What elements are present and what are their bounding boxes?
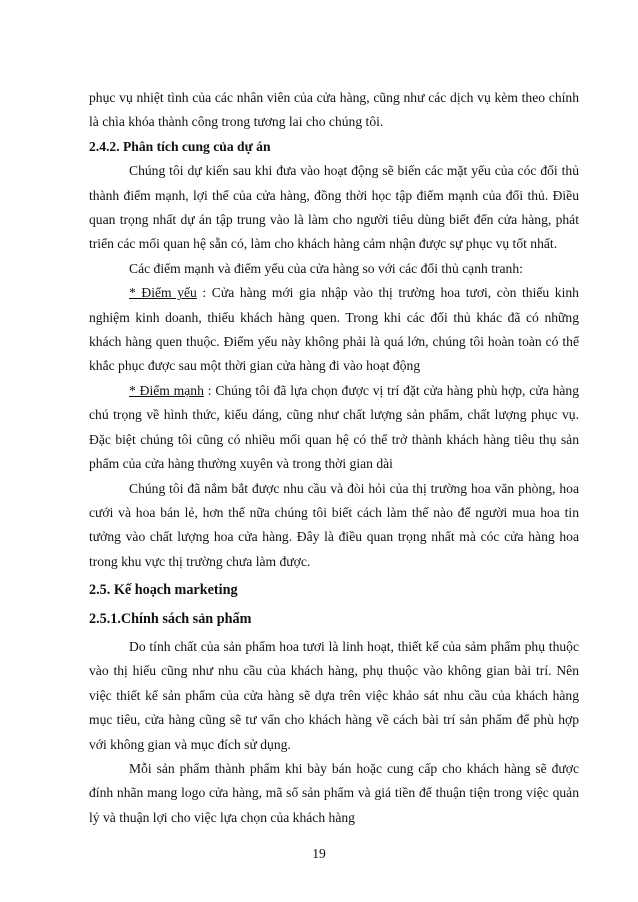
weakness-text: : Cửa hàng mới gia nhập vào thị trường hoa tươi, còn thiếu kinh nghiệm kinh doanh, thiếu khách hàng quen. Trong khi các đối thủ khác đã có những khách hàng quen thuộc. Điểm yếu này không phải là quá lớn, chúng tôi hoàn toàn có thể khắc phục được sau một thời gian cửa hàng đi vào hoạt động <box>89 285 579 374</box>
heading-product-policy: 2.5.1.Chính sách sản phẩm <box>89 610 252 627</box>
heading-supply-analysis: 2.4.2. Phân tích cung của dự án <box>89 138 271 154</box>
paragraph-strengths-weaknesses-intro: Các điểm mạnh và điểm yếu của cửa hàng so với các đối thủ cạnh tranh: <box>129 260 523 276</box>
page-number: 19 <box>312 846 326 861</box>
weakness-label: * Điểm yếu <box>129 285 197 301</box>
paragraph-weakness <box>89 281 579 379</box>
paragraph-product-labeling: Mỗi sản phẩm thành phẩm khi bày bán hoặc cung cấp cho khách hàng sẽ được đính nhãn mang logo cửa hàng, mã số sản phẩm và giá tiền để thuận tiện trong việc quản lý và thuận lợi cho việc lựa chọn của khách hàng <box>89 760 579 825</box>
paragraph-product-design: Do tính chất của sản phẩm hoa tươi là linh hoạt, thiết kế của sảm phẩm phụ thuộc vào thị hiếu cũng như nhu cầu của khách hàng, phụ thuộc vào không gian bài trí. Nên việc thiết kế sản phẩm của cửa hàng sẽ dựa trên việc khảo sát nhu cầu của khách hàng mục tiêu, cửa hàng cũng sẽ tư vấn cho khách hàng về cách bài trí sản phẩm để phù hợp với không gian và mục đích sử dụng. <box>89 638 579 752</box>
paragraph-service-closing: phục vụ nhiệt tình của các nhân viên của cửa hàng, cũng như các dịch vụ kèm theo chính là chìa khóa thành công trong tương lai cho chúng tôi. <box>89 90 579 130</box>
strength-text: : Chúng tôi đã lựa chọn được vị trí đặt cửa hàng phù hợp, cửa hàng chú trọng về hình thức, kiểu dáng, cũng như chất lượng sản phẩm, chất lượng phục vụ. Đặc biệt chúng tôi cũng có nhiều mối quan hệ có thể trở thành khách hàng tiêu thụ sản phẩm của cửa hàng thường xuyên và trong thời gian dài <box>89 382 579 472</box>
document-body <box>89 86 579 830</box>
heading-marketing-plan: 2.5. Kế hoạch marketing <box>89 582 238 599</box>
paragraph-plan-overview: Chúng tôi dự kiến sau khi đưa vào hoạt động sẽ biến các mặt yếu của cóc đối thủ thành điểm mạnh, lợi thế của cửa hàng, đồng thời học tập điểm mạnh của đối thủ. Điều quan trọng nhất dự án tập trung vào là làm cho người tiêu dùng biết đến cửa hàng, phát triển các mối quan hệ sẵn có, làm cho khách hàng cảm nhận được sự phục vụ tốt nhất. <box>89 163 579 252</box>
paragraph-market-demand: Chúng tôi đã nắm bắt được nhu cầu và đòi hỏi của thị trường hoa văn phòng, hoa cưới và hoa bán lẻ, hơn thế nữa chúng tôi biết cách làm thế nào để người mua hoa tin tưởng vào chất lượng hoa cửa hàng. Đây là điều quan trọng nhất mà cóc cửa hàng hoa trong khu vực thị trường chưa làm được. <box>89 480 579 569</box>
paragraph-strength <box>89 379 579 477</box>
strength-label: * Điểm mạnh <box>129 382 204 398</box>
